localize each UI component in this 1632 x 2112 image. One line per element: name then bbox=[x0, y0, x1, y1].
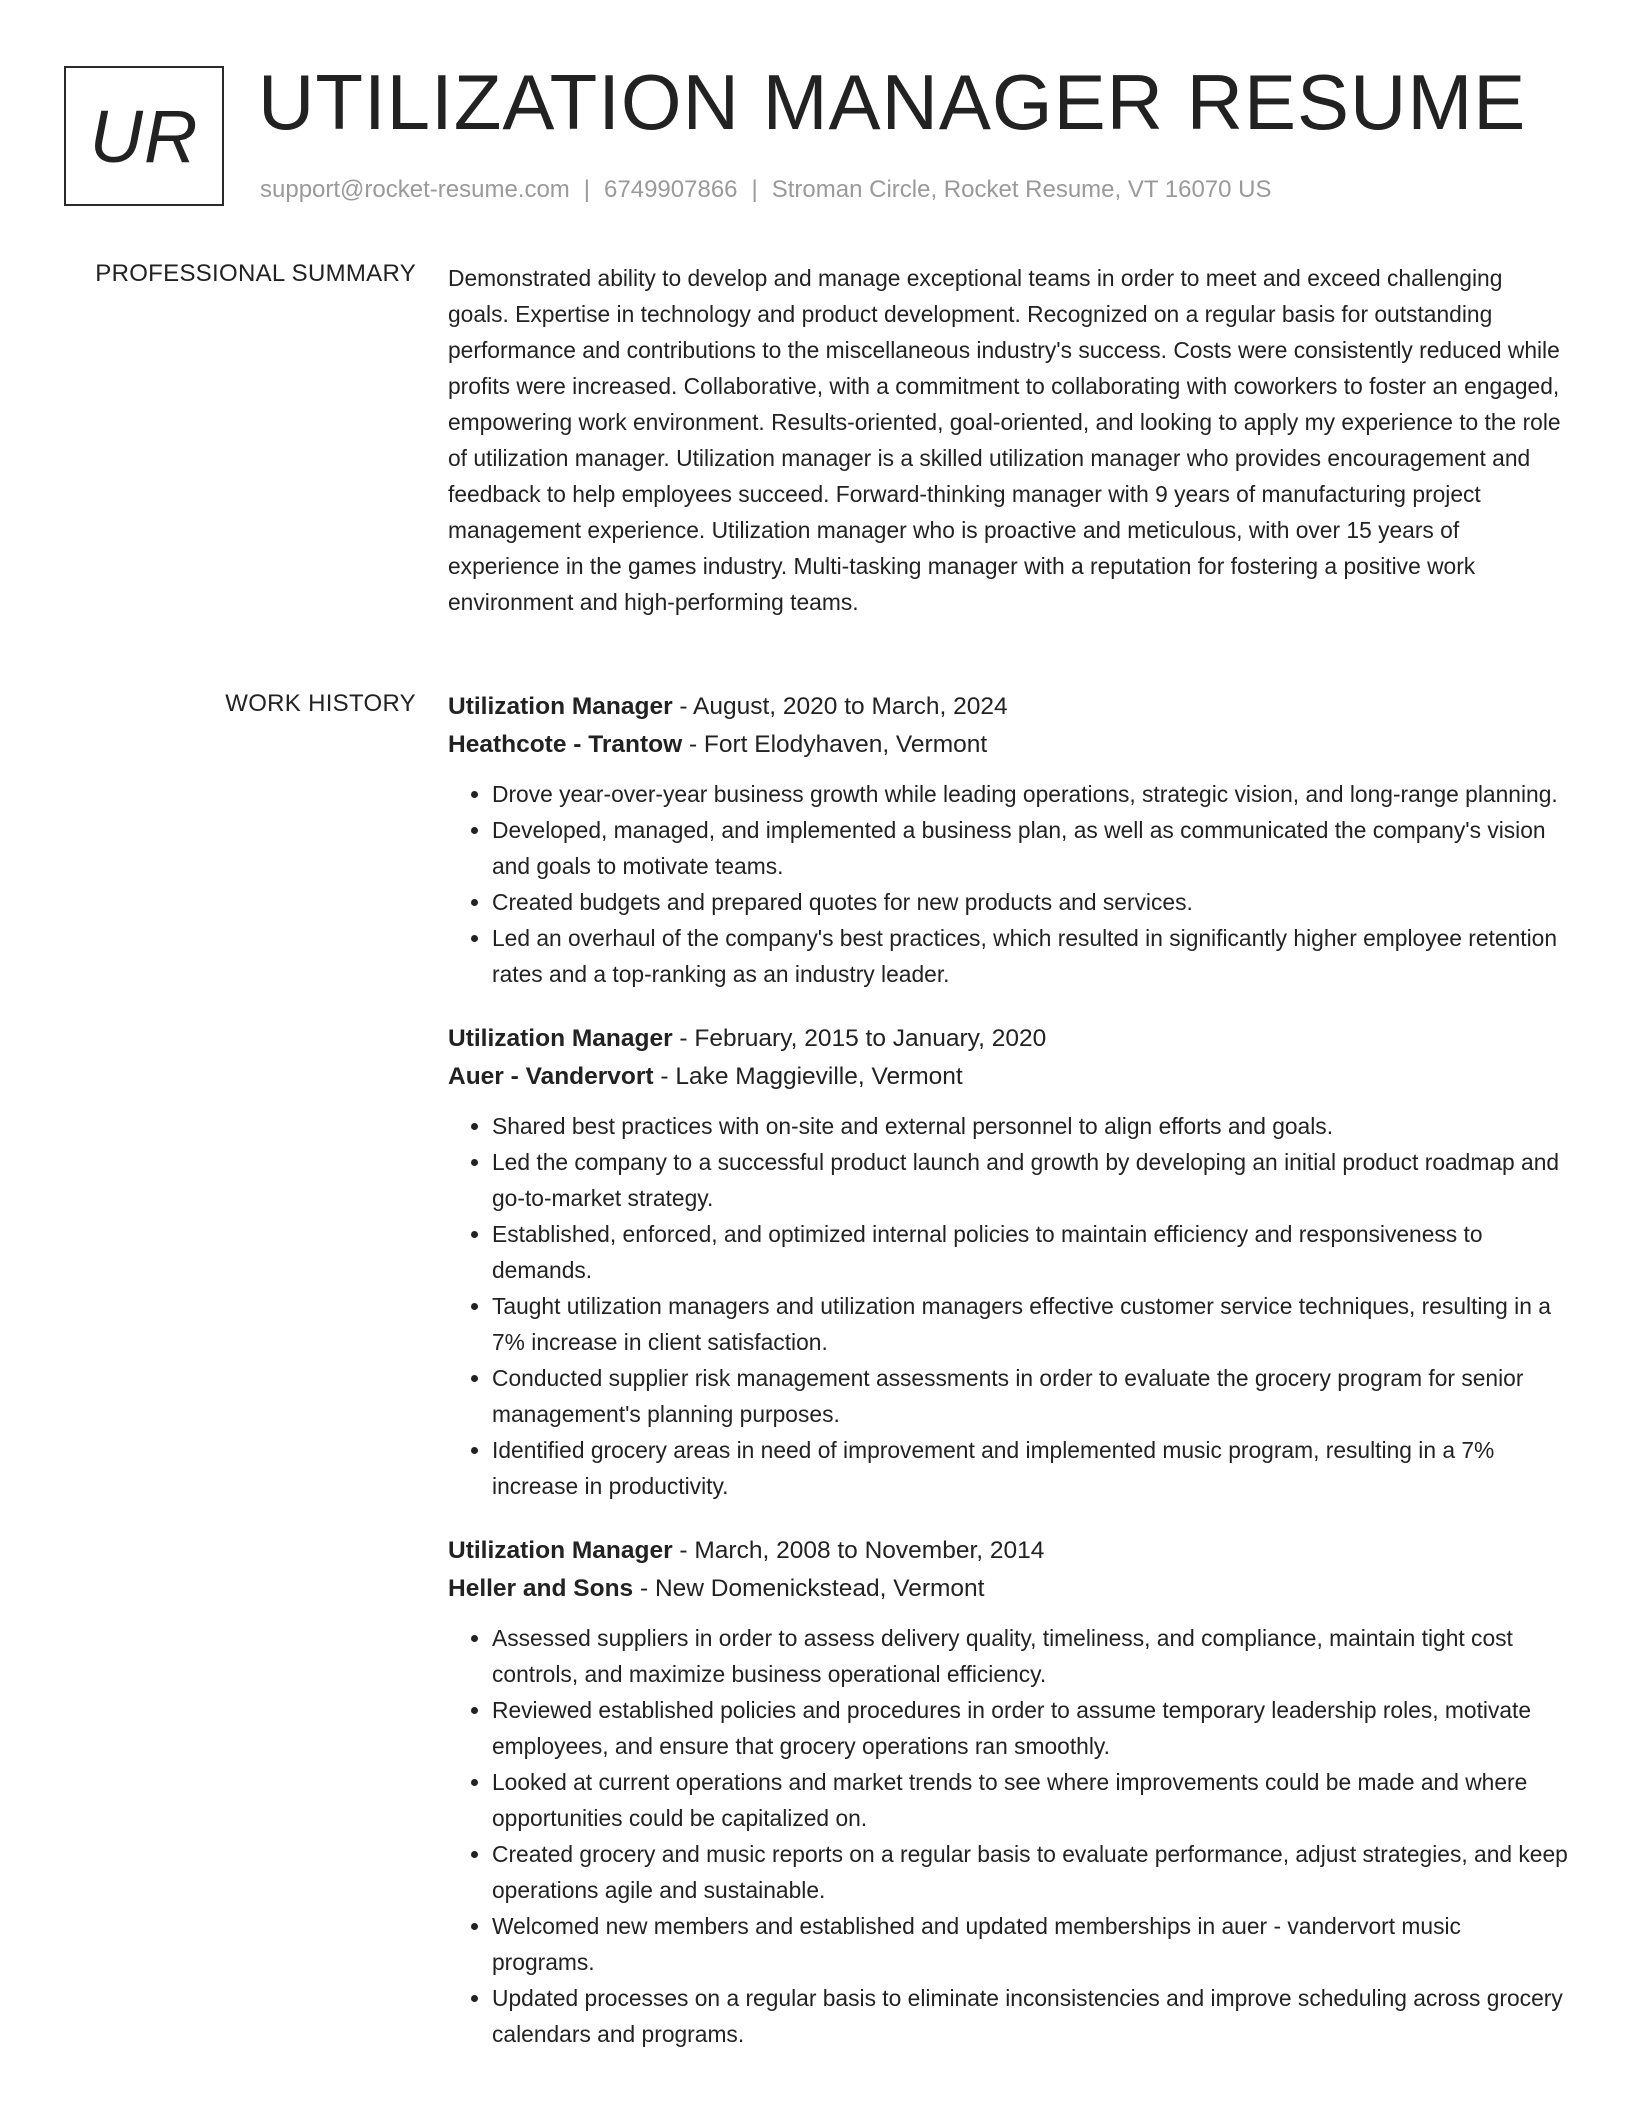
contact-address: Stroman Circle, Rocket Resume, VT 16070 US bbox=[771, 176, 1272, 203]
job-company-line bbox=[448, 1570, 1568, 1608]
job-bullet: • Developed, managed, and implemented a business plan, as well as communicated the company's vision and goals to motivate teams. bbox=[492, 812, 1568, 884]
job-bullets bbox=[448, 1620, 1568, 2052]
job-dates: - August, 2020 to March, 2024 bbox=[672, 693, 1008, 720]
job-title-line bbox=[448, 1020, 1568, 1058]
job-location: - New Domenickstead, Vermont bbox=[633, 1575, 985, 1602]
job-entry bbox=[448, 688, 1568, 992]
job-bullet: • Drove year-over-year business growth while leading operations, strategic vision, and long-range planning. bbox=[492, 776, 1568, 812]
job-bullet: • Assessed suppliers in order to assess delivery quality, timeliness, and compliance, maintain tight cost controls, and maximize business operational efficiency. bbox=[492, 1620, 1568, 1692]
job-bullets bbox=[448, 1108, 1568, 1504]
job-bullet: • Taught utilization managers and utilization managers effective customer service techniques, resulting in a 7% increase in client satisfaction. bbox=[492, 1288, 1568, 1360]
job-bullet: • Led an overhaul of the company's best practices, which resulted in significantly higher employee retention rates and a top-ranking as an industry leader. bbox=[492, 920, 1568, 992]
contact-line bbox=[260, 174, 1272, 206]
job-bullet: • Reviewed established policies and procedures in order to assume temporary leadership roles, motivate employees, and ensure that grocery operations ran smoothly. bbox=[492, 1692, 1568, 1764]
job-bullets bbox=[448, 776, 1568, 992]
job-bullet: • Welcomed new members and established and updated memberships in auer - vandervort music programs. bbox=[492, 1908, 1568, 1980]
job-entry bbox=[448, 1532, 1568, 2052]
job-bullet: • Created grocery and music reports on a regular basis to evaluate performance, adjust strategies, and keep operations agile and sustainable. bbox=[492, 1836, 1568, 1908]
job-location: - Fort Elodyhaven, Vermont bbox=[682, 731, 988, 758]
contact-separator: | bbox=[583, 176, 591, 203]
job-bullet: • Conducted supplier risk management assessments in order to evaluate the grocery program for senior management's planning purposes. bbox=[492, 1360, 1568, 1432]
job-company-line bbox=[448, 1058, 1568, 1096]
contact-email[interactable]: support@rocket-resume.com bbox=[260, 176, 570, 203]
job-title-line bbox=[448, 1532, 1568, 1570]
job-dates: - March, 2008 to November, 2014 bbox=[672, 1537, 1045, 1564]
job-bullet: • Looked at current operations and market trends to see where improvements could be made and where opportunities could be capitalized on. bbox=[492, 1764, 1568, 1836]
summary-body bbox=[448, 260, 1568, 620]
job-title: Utilization Manager bbox=[448, 1537, 673, 1564]
section-heading-summary: PROFESSIONAL SUMMARY bbox=[95, 260, 416, 287]
job-bullet: • Established, enforced, and optimized internal policies to maintain efficiency and responsiveness to demands. bbox=[492, 1216, 1568, 1288]
job-company: Auer - Vandervort bbox=[448, 1063, 654, 1090]
job-dates: - February, 2015 to January, 2020 bbox=[672, 1025, 1047, 1052]
job-company: Heller and Sons bbox=[448, 1575, 634, 1602]
work-history-body bbox=[448, 688, 1568, 2080]
job-bullet: • Identified grocery areas in need of improvement and implemented music program, resulting in a 7% increase in productivity. bbox=[492, 1432, 1568, 1504]
job-bullet: • Created budgets and prepared quotes for new products and services. bbox=[492, 884, 1568, 920]
job-bullet: • Updated processes on a regular basis to eliminate inconsistencies and improve scheduling across grocery calendars and programs. bbox=[492, 1980, 1568, 2052]
job-bullet: • Shared best practices with on-site and external personnel to align efforts and goals. bbox=[492, 1108, 1568, 1144]
job-location: - Lake Maggieville, Vermont bbox=[653, 1063, 963, 1090]
monogram-initials: UR bbox=[89, 94, 199, 178]
job-title: Utilization Manager bbox=[448, 1025, 673, 1052]
job-bullet: • Led the company to a successful product launch and growth by developing an initial product roadmap and go-to-market strategy. bbox=[492, 1144, 1568, 1216]
contact-separator: | bbox=[751, 176, 758, 203]
summary-text: Demonstrated ability to develop and manage exceptional teams in order to meet and exceed challenging goals. Expertise in technology and product development. Recognized on a regular basis for outstanding performance and contributions to the miscellaneous industry's success. Costs were consistently reduced while profits were increased. Collaborative, with a commitment to collaborating with coworkers to foster an engaged, empowering work environment. Results-oriented, goal-oriented, and looking to apply my experience to the role of utilization manager. Utilization manager is a skilled utilization manager who provides encouragement and feedback to help employees succeed. Forward-thinking manager with 9 years of manufacturing project management experience. Utilization manager who is proactive and meticulous, with over 15 years of experience in the games industry. Multi-tasking manager with a reputation for fostering a positive work environment and high-performing teams. bbox=[448, 265, 1561, 615]
section-heading-work-history: WORK HISTORY bbox=[225, 690, 416, 717]
job-entry bbox=[448, 1020, 1568, 1504]
job-title: Utilization Manager bbox=[448, 693, 673, 720]
contact-phone[interactable]: 6749907866 bbox=[604, 176, 738, 203]
job-title-line bbox=[448, 688, 1568, 726]
resume-title: UTILIZATION MANAGER RESUME bbox=[258, 58, 1527, 146]
job-company-line bbox=[448, 726, 1568, 764]
job-company: Heathcote - Trantow bbox=[448, 731, 683, 758]
monogram-box bbox=[64, 66, 224, 206]
